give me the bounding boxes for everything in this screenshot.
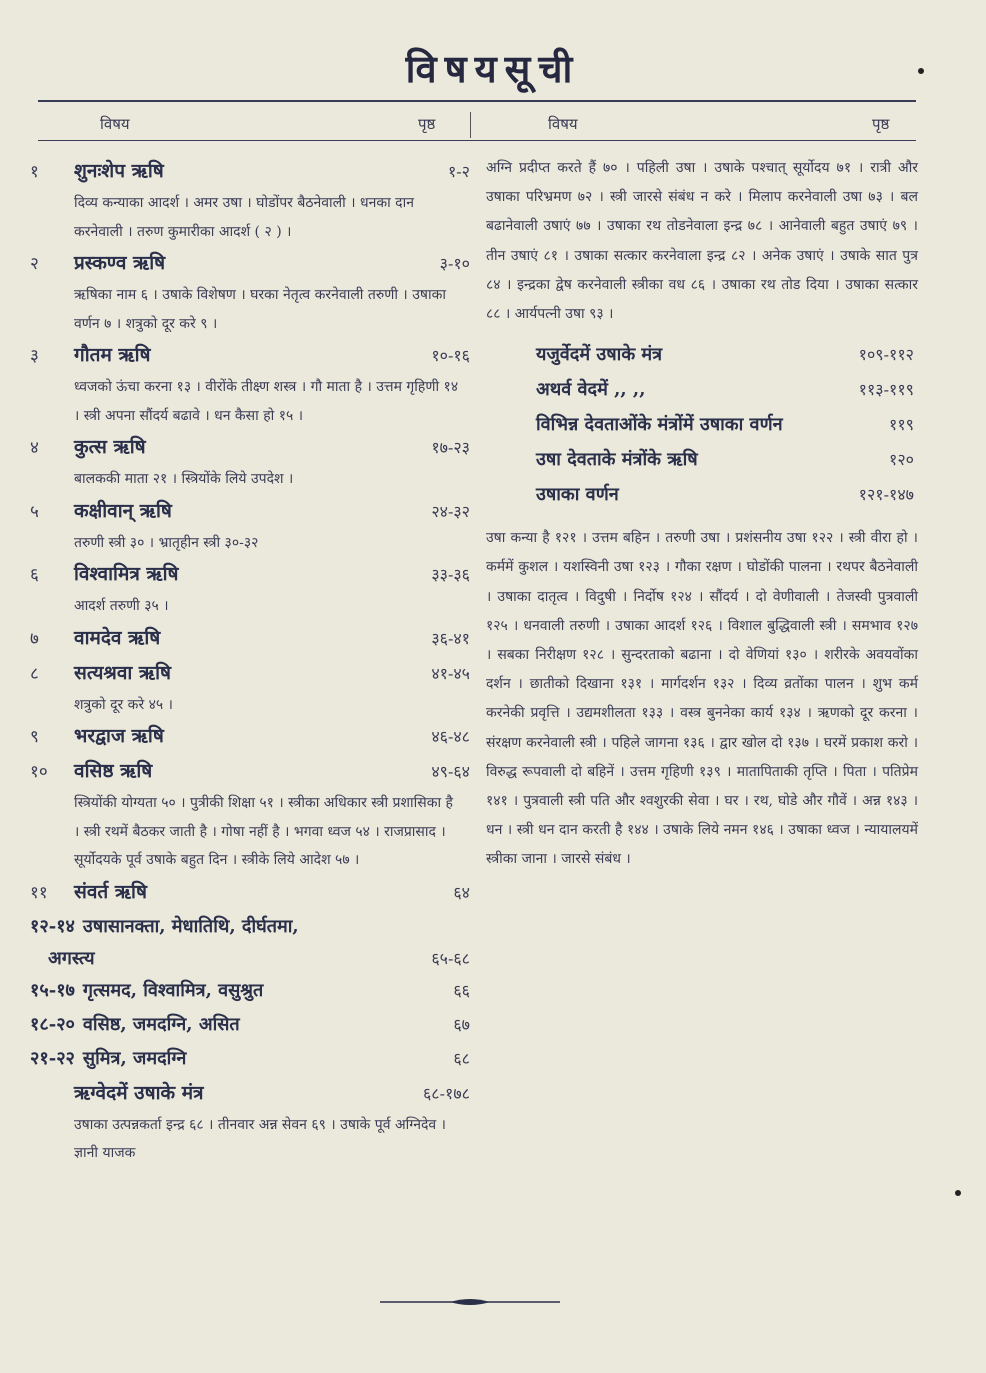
entry-number: ९ (30, 727, 39, 747)
toc-entry-head (30, 621, 470, 656)
entry-pages: ३३-३६ (431, 565, 470, 584)
toc-entry (30, 621, 470, 656)
entry-description: तरुणी स्त्री ३० । भ्रातृहीन स्त्री ३०-३२ (74, 534, 259, 551)
toc-entry (30, 430, 470, 494)
rigveda-desc: उषाका उत्पन्नकर्ता इन्द्र ६८ । तीनवार अन्न सेवन ६९ । उषाके पूर्व अग्निदेव । ज्ञानी याजक (74, 1116, 446, 1161)
section-pages: ११९ (889, 415, 914, 435)
entry-title: उषासानक्ता, मेधातिथि, दीर्घतमा, (82, 915, 299, 937)
entry-title: कुत्स ऋषि (74, 436, 146, 458)
entry-title: गृत्समद, विश्वामित्र, वसुश्रुत (82, 979, 264, 1001)
top-rule (38, 100, 916, 102)
section-title: विभिन्न देवताओंके मंत्रोंमें उषाका वर्णन (536, 414, 783, 436)
entry-title: कक्षीवान् ऋषि (74, 499, 172, 522)
toc-entry (30, 1008, 470, 1042)
toc-entry-head (30, 154, 470, 189)
entry-title: वामदेव ऋषि (74, 626, 161, 649)
entry-number: १५-१७ (30, 979, 75, 1001)
rigveda-entry (30, 1076, 470, 1168)
right-paragraph-1: अग्नि प्रदीप्त करते हैं ७० । पहिली उषा । उषाके पश्चात् सूर्योदय ७१ । रात्री और उषाका परिभ्रमण ७२ । स्त्री जारसे संबंध न करे । मिलाप करनेवाली उषा ७३ । बल बढानेवाली उषाएं ७७ । उषाका रथ तोडनेवाला इन्द्र ७८ । आनेवाली बहुत उषाएं ७९ । तीन उषाएं ८१ । उषाका सत्कार करनेवाला इन्द्र ८२ । अनेक उषाएं । उषाके सात पुत्र ८४ । इन्द्रका द्वेष करनेवाली स्त्रीका वध ८६ । उषाका रथ तोड दिया । उषाका सत्कार ८८ । आर्यपत्नी उषा ९३ । (486, 160, 918, 323)
toc-entry-head (30, 656, 470, 691)
toc-entry-head (30, 974, 470, 1008)
right-paragraph-2: उषा कन्या है १२१ । उत्तम बहिन । तरुणी उषा । प्रशंसनीय उषा १२२ । स्त्री वीरा हो । कर्ममें कुशल । यशस्विनी उषा १२३ । गौका रक्षण । घोडोंकी पालना । रथपर बैठनेवाली । उषाका दातृत्व । विदुषी । निर्दोष १२४ । सौंदर्य । दो वेणीवाली । तेजस्वी पुत्रवाली १२५ । धनवाली तरुणी । उषाका आदर्श १२६ । विशाल बुद्धिवाली स्त्री । समभाव १२७ । सबका निरीक्षण १२८ । सुन्दरताको बढाना । दो वेणियां १३० । शरीरके अवयवोंका दर्शन । छातीको दिखाना १३१ । मार्गदर्शन १३२ । दिव्य व्रतोंका पालन । शुभ कर्म करनेकी प्रवृत्ति । उद्यमशीलता १३३ । वस्त्र बुननेका कार्य १३४ । ऋणको दूर करना । संरक्षण करनेवाली स्त्री । पहिले जागना १३६ । द्वार खोल दो १३७ । घरमें प्रकाश करो । विरुद्ध रूपवाली दो बहिनें । उत्तम गृहिणी १३९ । मातापिताकी तृप्ति । पिता । पतिप्रेम १४१ । पुत्रवाली स्त्री पति और श्वशुरकी सेवा । घर । रथ, घोडे और गौवें । अन्न १४३ । धन । स्त्री धन दान करती है १४४ । उषाके लिये नमन १४६ । उषाका ध्वज । न्यायालयमें स्त्रीका जाना । जारसे संबंध । (486, 530, 918, 868)
entry-pages: ६८ (453, 1048, 470, 1068)
entry-number: १० (30, 762, 48, 782)
toc-entry (30, 719, 470, 754)
entry-pages: १-२ (447, 162, 470, 181)
section-title: अथर्व वेदमें ,, ,, (536, 379, 646, 401)
entry-pages: ६६ (453, 980, 470, 1000)
toc-section-row (486, 337, 918, 372)
entry-title: प्रस्कण्व ऋषि (74, 252, 166, 274)
toc-entry-head (30, 1008, 470, 1042)
entry-number: १२-१४ (30, 915, 75, 937)
entry-number: १८-२० (30, 1013, 75, 1035)
rigveda-title: ऋग्वेदमें उषाके मंत्र (74, 1081, 204, 1104)
right-column (486, 154, 918, 875)
entry-pages: ३-१० (439, 254, 470, 273)
entry-pages: ४६-४८ (431, 727, 470, 746)
entry-title: वसिष्ठ, जमदग्नि, असित (82, 1013, 240, 1035)
entry-pages: ३६-४१ (431, 628, 470, 648)
toc-entry (30, 910, 470, 974)
page-title: विषयसूची (405, 46, 581, 91)
entry-number: ११ (30, 882, 48, 903)
entry-description: शत्रुको दूर करे ४५ । (74, 696, 173, 713)
entry-description: आदर्श तरुणी ३५ । (74, 598, 169, 614)
toc-entry (30, 494, 470, 558)
entry-title: विश्वामित्र ऋषि (74, 563, 179, 585)
section-pages: १२० (889, 450, 914, 470)
entry-number: १ (30, 162, 39, 182)
section-title: उषा देवताके मंत्रोंके ऋषि (536, 449, 698, 471)
section-pages: ११३-११९ (858, 380, 914, 400)
toc-entry-head (30, 494, 470, 529)
entry-number: ६ (30, 565, 39, 585)
toc-entry (30, 557, 470, 621)
entry-description: ध्वजको ऊंचा करना १३ । वीरोंके तीक्ष्ण शस्त्र । गौ माता है । उत्तम गृहिणी १४ । स्त्री अपना सौंदर्य बढावे । धन कैसा हो १५ । (74, 379, 459, 424)
entry-title: संवर्त ऋषि (74, 880, 147, 903)
toc-entry-head (30, 754, 470, 789)
entry-description: ऋषिका नाम ६ । उषाके विशेषण । घरका नेतृत्व करनेवाली तरुणी । उषाका वर्णन ७ । शत्रुको दूर करे ९ । (74, 287, 446, 332)
entry-title: सुमित्र, जमदग्नि (82, 1047, 187, 1069)
entry-pages: ६७ (453, 1014, 470, 1034)
entry-number: ८ (30, 663, 39, 684)
toc-entry (30, 875, 470, 910)
section-title: यजुर्वेदमें उषाके मंत्र (536, 344, 663, 366)
entry-description: दिव्य कन्याका आदर्श । अमर उषा । घोडोंपर बैठनेवाली । धनका दान करनेवाली । तरुण कुमारीका आदर्श ( २ ) । (74, 195, 414, 240)
entry-number: ३ (30, 346, 39, 366)
left-column (30, 154, 470, 1168)
entry-title-cont: अगस्त्य (48, 947, 95, 969)
entry-pages: १०-१६ (431, 346, 470, 365)
entry-number: ५ (30, 501, 39, 522)
ornament-divider (380, 1296, 560, 1308)
toc-entry-head (30, 430, 470, 465)
toc-section-row (486, 372, 918, 407)
toc-entry-head (30, 246, 470, 281)
header-divider (470, 112, 471, 138)
header-left-subject: विषय (100, 115, 130, 133)
entry-pages: ४१-४५ (431, 663, 470, 683)
ink-dot (918, 68, 924, 74)
entry-pages: ४९-६४ (431, 762, 470, 781)
entry-number: २ (30, 254, 39, 274)
toc-entry (30, 154, 470, 246)
entry-pages: ६४ (453, 882, 470, 902)
toc-section-row (486, 477, 918, 512)
entry-title: गौतम ऋषि (74, 344, 151, 366)
toc-section-row (486, 407, 918, 442)
section-pages: १०९-११२ (858, 345, 914, 365)
toc-entry (30, 1042, 470, 1076)
header-rule (38, 140, 916, 141)
rigveda-pages: ६८-१७८ (422, 1083, 470, 1103)
header-left-page: पृष्ठ (418, 115, 436, 133)
entry-number: ४ (30, 438, 39, 458)
ink-dot (955, 1190, 961, 1196)
toc-section-row (486, 442, 918, 477)
toc-entry-head (30, 910, 470, 944)
entry-number: २१-२२ (30, 1047, 75, 1069)
header-right-subject: विषय (548, 115, 578, 133)
toc-entry (30, 656, 470, 720)
section-title: उषाका वर्णन (536, 484, 619, 506)
header-right-page: पृष्ठ (872, 115, 890, 133)
entry-pages: ६५-६८ (431, 948, 470, 968)
entry-pages: १७-२३ (431, 438, 470, 457)
toc-entry-head (30, 338, 470, 373)
toc-entry (30, 246, 470, 338)
toc-entry-head (30, 557, 470, 592)
entry-title: सत्यश्रवा ऋषि (74, 661, 172, 684)
entry-title: भरद्वाज ऋषि (74, 725, 164, 747)
toc-entry-head (30, 719, 470, 754)
entry-number: ७ (30, 628, 39, 649)
entry-description: बालककी माता २१ । स्त्रियोंके लिये उपदेश । (74, 471, 294, 487)
entry-title: वसिष्ठ ऋषि (74, 760, 153, 782)
toc-entry (30, 754, 470, 875)
section-pages: १२१-१४७ (858, 485, 914, 505)
toc-entry-head (30, 1042, 470, 1076)
entry-description: स्त्रियोंकी योग्यता ५० । पुत्रीकी शिक्षा ५१ । स्त्रीका अधिकार स्त्री प्रशासिका है । स्त्री रथमें बैठकर जाती है । गोषा नहीं है । भगवा ध्वज ५४ । राजप्रासाद । सूर्योदयके पूर्व उषाके बहुत दिन । स्त्रीके लिये आदेश ५७ । (74, 795, 453, 868)
toc-entry (30, 338, 470, 430)
toc-entry-head (30, 875, 470, 910)
toc-entry (30, 974, 470, 1008)
entry-title-continued (30, 944, 470, 974)
entry-title: शुनःशेप ऋषि (74, 160, 164, 182)
entry-pages: २४-३२ (431, 501, 470, 521)
